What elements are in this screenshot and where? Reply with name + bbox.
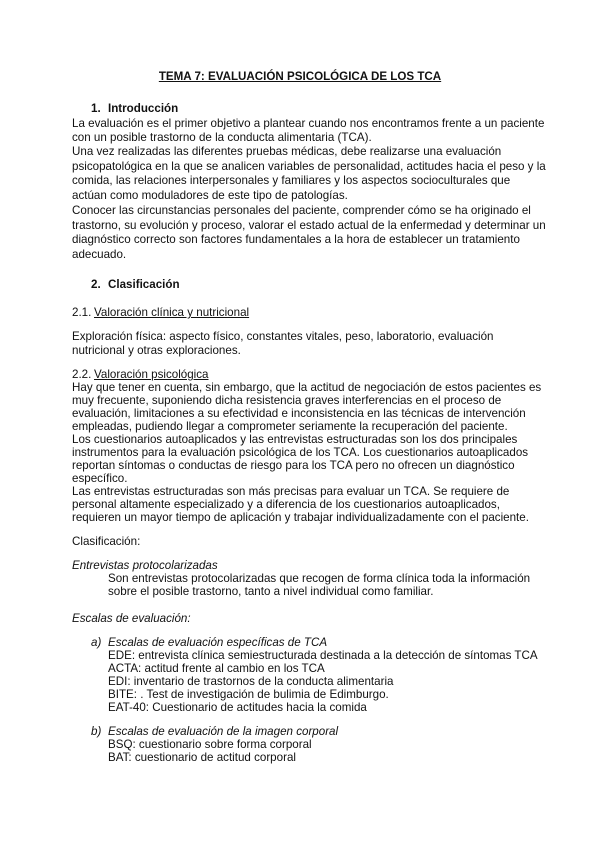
- list-item: BAT: cuestionario de actitud corporal: [108, 751, 296, 764]
- escalas-b-heading: Escalas de evaluación de la imagen corporal: [108, 725, 339, 738]
- section-2-heading: Clasificación: [108, 278, 180, 291]
- paragraph-line: diagnóstico correcto son factores fundamentales a la hora de establecer un tratamiento: [72, 233, 520, 246]
- paragraph-line: Exploración física: aspecto físico, constantes vitales, peso, laboratorio, evaluación: [72, 330, 494, 343]
- escalas-heading: Escalas de evaluación:: [72, 612, 191, 625]
- list-marker-b: b): [91, 725, 102, 738]
- paragraph-line: personal altamente especializado y a diferencia de los cuestionarios autoaplicados,: [72, 498, 500, 511]
- paragraph-line: muy frecuente, suponiendo dicha resistencia graves interferencias en el proceso de: [72, 394, 502, 407]
- list-item: BITE: . Test de investigación de bulimia de Edimburgo.: [108, 688, 389, 701]
- section-1-number: 1.: [91, 102, 101, 115]
- section-2-number: 2.: [91, 278, 101, 291]
- paragraph-line: La evaluación es el primer objetivo a plantear cuando nos encontramos frente a un paciente: [72, 117, 545, 130]
- subsection-2-2-heading: Valoración psicológica: [94, 368, 209, 381]
- paragraph-line: Los cuestionarios autoaplicados y las entrevistas estructuradas son los dos principales: [72, 433, 518, 446]
- indented-line: sobre el posible trastorno, tanto a nivel individual como familiar.: [108, 585, 434, 598]
- section-1-heading: Introducción: [108, 102, 179, 115]
- list-item: ACTA: actitud frente al cambio en los TCA: [108, 662, 325, 675]
- paragraph-line: psicopatológica en la que se analicen variables de personalidad, actitudes hacia el peso y la: [72, 160, 546, 173]
- subsection-2-2-number: 2.2.: [72, 368, 92, 381]
- paragraph-line: evaluación, limitaciones a su efectividad e inconsistencia en las técnicas de intervención: [72, 407, 526, 420]
- entrevistas-heading: Entrevistas protocolarizadas: [72, 559, 218, 572]
- paragraph-line: trastorno, su evolución y proceso, valorar el estado actual de la enfermedad y determinar un: [72, 219, 546, 232]
- list-marker-a: a): [91, 636, 102, 649]
- paragraph-line: Una vez realizadas las diferentes pruebas médicas, debe realizarse una evaluación: [72, 145, 502, 158]
- paragraph-line: adecuado.: [72, 248, 127, 261]
- paragraph-line: requieren un mayor tiempo de aplicación y trabajar individualizadamente con el paciente.: [72, 511, 529, 524]
- paragraph-line: Las entrevistas estructuradas son más precisas para evaluar un TCA. Se requiere de: [72, 485, 510, 498]
- list-item: EDE: entrevista clínica semiestructurada destinada a la detección de síntomas TCA: [108, 649, 538, 662]
- paragraph-line: Conocer las circunstancias personales del paciente, comprender cómo se ha originado el: [72, 204, 531, 217]
- paragraph-line: comida, las relaciones interpersonales y familiares y los aspectos socioculturales que: [72, 174, 511, 187]
- escalas-a-heading: Escalas de evaluación específicas de TCA: [108, 636, 328, 649]
- paragraph-line: con un posible trastorno de la conducta alimentaria (TCA).: [72, 131, 372, 144]
- list-item: BSQ: cuestionario sobre forma corporal: [108, 738, 312, 751]
- clasificacion-label: Clasificación:: [72, 535, 141, 548]
- paragraph-line: nutricional y otras exploraciones.: [72, 344, 241, 357]
- document-title: TEMA 7: EVALUACIÓN PSICOLÓGICA DE LOS TCA: [158, 70, 442, 83]
- paragraph-line: actúan como moduladores de este tipo de patologías.: [72, 189, 348, 202]
- subsection-2-1-heading: Valoración clínica y nutricional: [94, 306, 250, 319]
- list-item: EAT-40: Cuestionario de actitudes hacia la comida: [108, 701, 367, 714]
- paragraph-line: reportan síntomas o conductas de riesgo para los TCA pero no ofrecen un diagnóstico: [72, 459, 515, 472]
- indented-line: Son entrevistas protocolarizadas que recogen de forma clínica toda la información: [108, 572, 531, 585]
- paragraph-line: específico.: [72, 472, 128, 485]
- subsection-2-1-number: 2.1.: [72, 306, 92, 319]
- paragraph-line: empleadas, pudiendo llegar a comprometer seriamente la recuperación del paciente.: [72, 420, 508, 433]
- paragraph-line: instrumentos para la evaluación psicológica de los TCA. Los cuestionarios autoaplicados: [72, 446, 529, 459]
- list-item: EDI: inventario de trastornos de la conducta alimentaria: [108, 675, 394, 688]
- paragraph-line: Hay que tener en cuenta, sin embargo, que la actitud de negociación de estos pacientes es: [72, 381, 542, 394]
